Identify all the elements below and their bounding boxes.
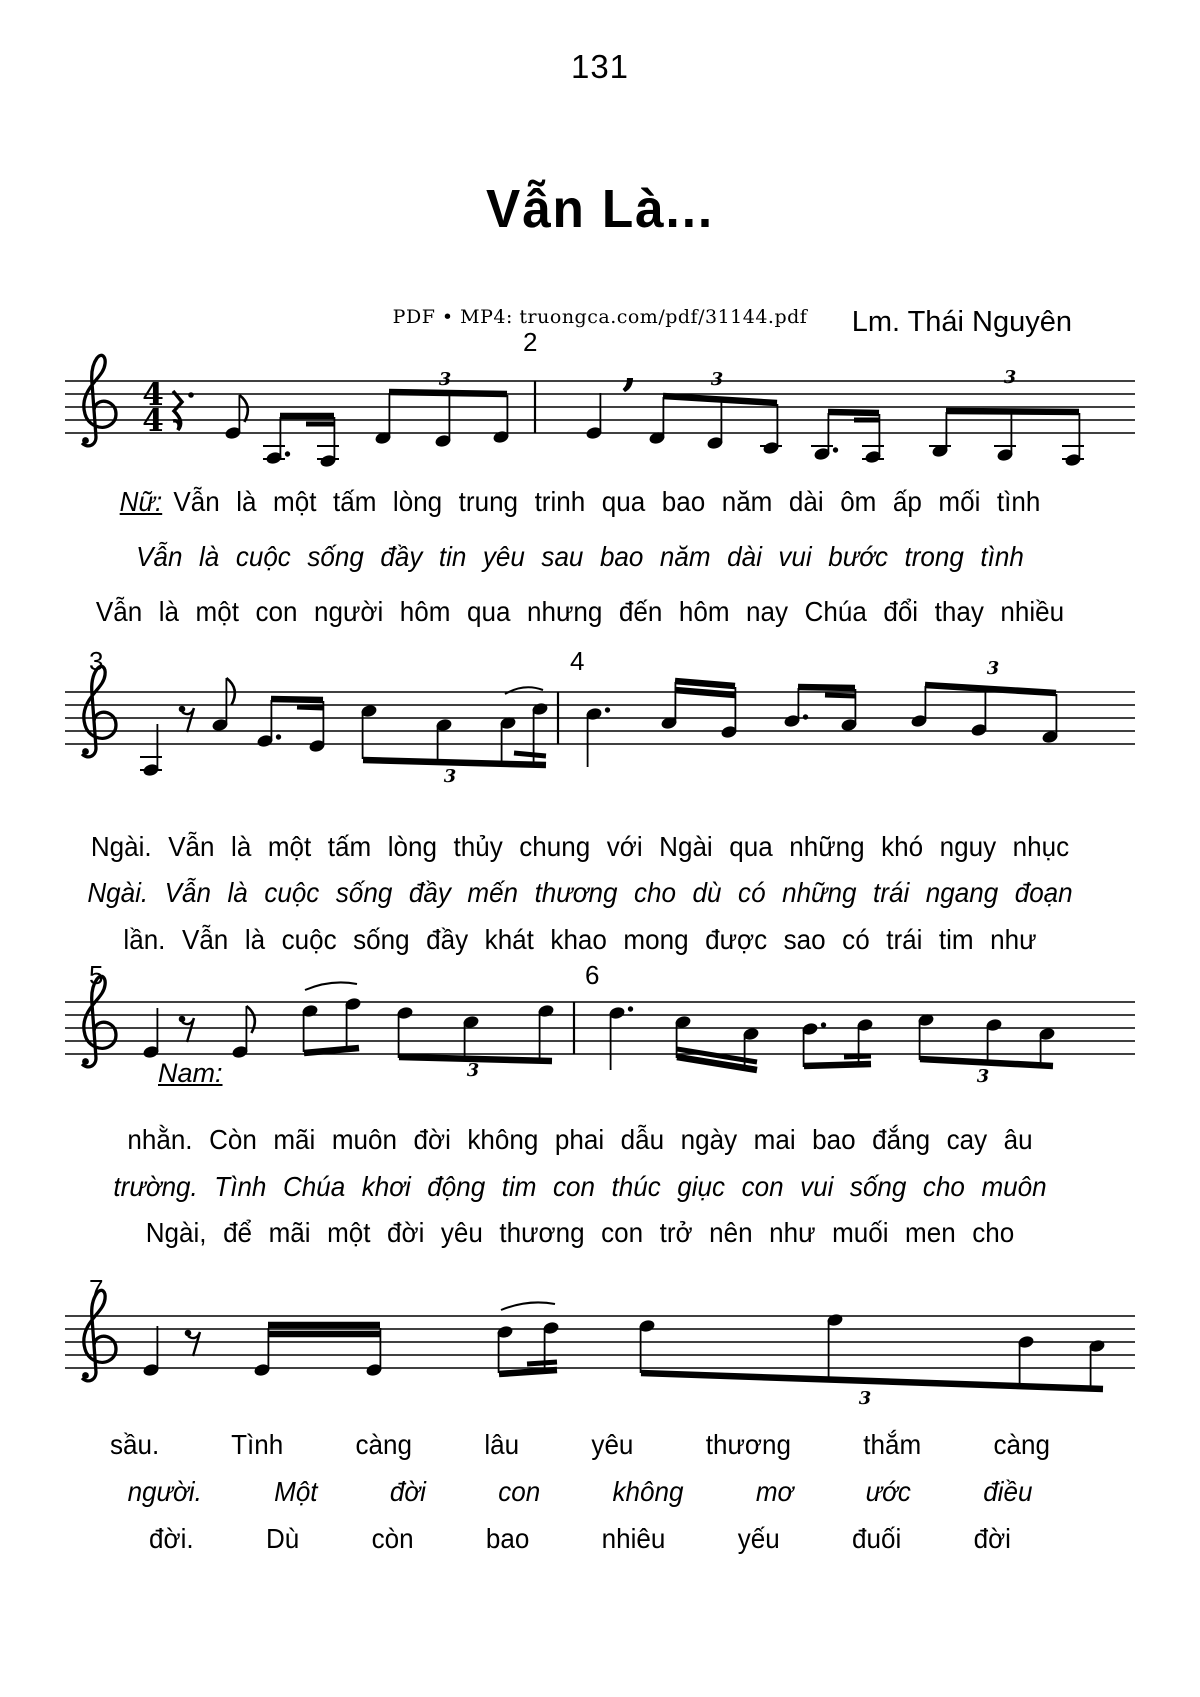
svg-text:7: 7 bbox=[89, 1274, 104, 1304]
lyric-line bbox=[73, 487, 1087, 518]
lyric-line: Ngài. Vẫn là một tấm lòng thủy chung với Ngài qua những khó nguy nhục bbox=[90, 831, 1070, 862]
lyric-line: người. Một đời con không mơ ước điều bbox=[127, 1476, 1033, 1507]
svg-text:6: 6 bbox=[585, 960, 600, 990]
svg-text:4: 4 bbox=[142, 403, 164, 439]
staff-system-3 bbox=[65, 942, 1135, 1107]
lyric-line: Vẫn là một con người hôm qua nhưng đến hôm nay Chúa đổi thay nhiều bbox=[95, 596, 1065, 627]
song-title: Vẫn Là... bbox=[485, 179, 715, 239]
lyric-line: lần. Vẫn là cuộc sống đầy khát khao mong được sao có trái tim như bbox=[123, 924, 1037, 955]
svg-text:3: 3 bbox=[976, 1066, 990, 1087]
lyric-line: Ngài. Vẫn là cuộc sống đầy mến thương cho dù có những trái ngang đoạn bbox=[87, 877, 1073, 908]
svg-text:4: 4 bbox=[570, 646, 585, 676]
svg-text:4: 4 bbox=[142, 377, 164, 413]
voice-label-male: Nam: bbox=[158, 1058, 223, 1088]
lyric-line: Ngài, để mãi một đời yêu thương con trở nên như muối men cho bbox=[145, 1217, 1015, 1248]
staff-system-4 bbox=[65, 1256, 1135, 1421]
svg-text:3: 3 bbox=[438, 369, 452, 390]
lyric-line: sầu. Tình càng lâu yêu thương thắm càng bbox=[110, 1429, 1050, 1460]
lyric-line: trường. Tình Chúa khơi động tim con thúc giục con vui sống cho muôn bbox=[113, 1171, 1047, 1202]
svg-text:3: 3 bbox=[1003, 367, 1017, 388]
svg-text:3: 3 bbox=[710, 369, 724, 390]
composer-name: Lm. Thái Nguyên bbox=[851, 306, 1072, 338]
lyric-line: Vẫn là cuộc sống đầy tin yêu sau bao năm dài vui bước trong tình bbox=[136, 541, 1024, 572]
page-number: 131 bbox=[570, 48, 630, 85]
lyric-text: Vẫn là một tấm lòng trung trinh qua bao năm dài ôm ấp mối tình bbox=[173, 486, 1041, 517]
staff-system-1 bbox=[65, 321, 1135, 486]
voice-label-female: Nữ: bbox=[119, 486, 163, 517]
svg-text:3: 3 bbox=[858, 1388, 872, 1409]
svg-text:2: 2 bbox=[523, 327, 538, 357]
svg-text:,: , bbox=[622, 345, 638, 396]
svg-text:5: 5 bbox=[89, 960, 104, 990]
staff-system-2 bbox=[65, 632, 1135, 797]
lyric-line: nhằn. Còn mãi muôn đời không phai dẫu ngày mai bao đắng cay âu bbox=[127, 1124, 1033, 1155]
svg-text:3: 3 bbox=[443, 766, 457, 787]
svg-text:3: 3 bbox=[986, 658, 1000, 679]
lyric-line: đời. Dù còn bao nhiêu yếu đuối đời bbox=[149, 1523, 1011, 1554]
file-reference: PDF • MP4: truongca.com/pdf/31144.pdf bbox=[392, 306, 808, 328]
svg-text:3: 3 bbox=[466, 1060, 480, 1081]
svg-text:3: 3 bbox=[89, 646, 104, 676]
